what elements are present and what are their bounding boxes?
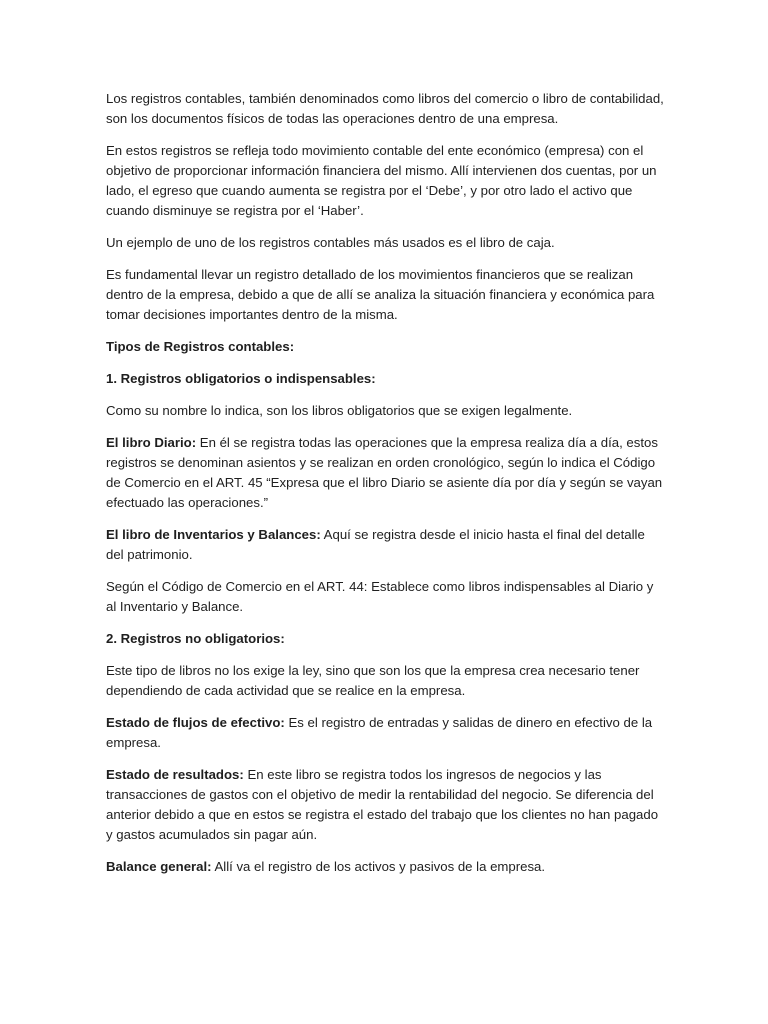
no-obligatorios-paragraph: Este tipo de libros no los exige la ley, sino que son los que la empresa crea necesario tener dependiendo de cada actividad que se realice en la empresa.: [106, 663, 640, 698]
libro-diario-term: El libro Diario:: [106, 435, 197, 450]
balance-general-term: Balance general:: [106, 859, 212, 874]
balance-general-text: Allí va el registro de los activos y pasivos de la empresa.: [211, 859, 546, 874]
obligatorios-heading: 1. Registros obligatorios o indispensables:: [106, 371, 376, 386]
ejemplo-paragraph: Un ejemplo de uno de los registros contables más usados es el libro de caja.: [106, 235, 555, 250]
intro-paragraph: Los registros contables, también denominados como libros del comercio o libro de contabilidad, son los documentos físicos de todas las operaciones dentro de una empresa.: [106, 91, 664, 126]
balance-general-paragraph: [106, 857, 666, 877]
flujos-efectivo-text: Es el registro de entradas y salidas de dinero en efectivo de la empresa.: [106, 715, 653, 750]
no-obligatorios-heading: 2. Registros no obligatorios:: [106, 631, 285, 646]
codigo-comercio-paragraph: Según el Código de Comercio en el ART. 44: Establece como libros indispensables al Diario y al Inventario y Balance.: [106, 579, 654, 614]
libro-inventarios-paragraph: [106, 525, 666, 565]
estado-resultados-paragraph: [106, 765, 666, 845]
document-page: [106, 89, 666, 889]
libro-diario-text: En él se registra todas las operaciones que la empresa realiza día a día, estos registros se denominan asientos y se realizan en orden cronológico, según lo indica el Código de Comercio en el ART. 45 “Expresa que el libro Diario se asiente día por día y según se vayan efectuado las operaciones.”: [106, 435, 663, 510]
flujos-efectivo-paragraph: [106, 713, 666, 753]
estado-resultados-text: En este libro se registra todos los ingresos de negocios y las transacciones de gastos con el objetivo de medir la rentabilidad del negocio. Se diferencia del anterior debido a que en estos se registra el estado del trabajo que los clientes no han pagado y gastos acumulados sin pagar aún.: [106, 767, 659, 842]
registros-paragraph: En estos registros se refleja todo movimiento contable del ente económico (empresa) con el objetivo de proporcionar información financiera del mismo. Allí intervienen dos cuentas, por un lado, el egreso que cuando aumenta se registra por el ‘Debe’, y por otro lado el activo que cuando disminuye se registra por el ‘Haber’.: [106, 143, 657, 218]
fundamental-paragraph: Es fundamental llevar un registro detallado de los movimientos financieros que se realizan dentro de la empresa, debido a que de allí se analiza la situación financiera y económica para tomar decisiones importantes dentro de la misma.: [106, 267, 655, 322]
libro-inventarios-text: Aquí se registra desde el inicio hasta el final del detalle del patrimonio.: [106, 527, 645, 562]
obligatorios-paragraph: Como su nombre lo indica, son los libros obligatorios que se exigen legalmente.: [106, 403, 573, 418]
estado-resultados-term: Estado de resultados:: [106, 767, 244, 782]
flujos-efectivo-term: Estado de flujos de efectivo:: [106, 715, 285, 730]
libro-diario-paragraph: [106, 433, 666, 513]
tipos-heading: Tipos de Registros contables:: [106, 339, 295, 354]
libro-inventarios-term: El libro de Inventarios y Balances:: [106, 527, 321, 542]
